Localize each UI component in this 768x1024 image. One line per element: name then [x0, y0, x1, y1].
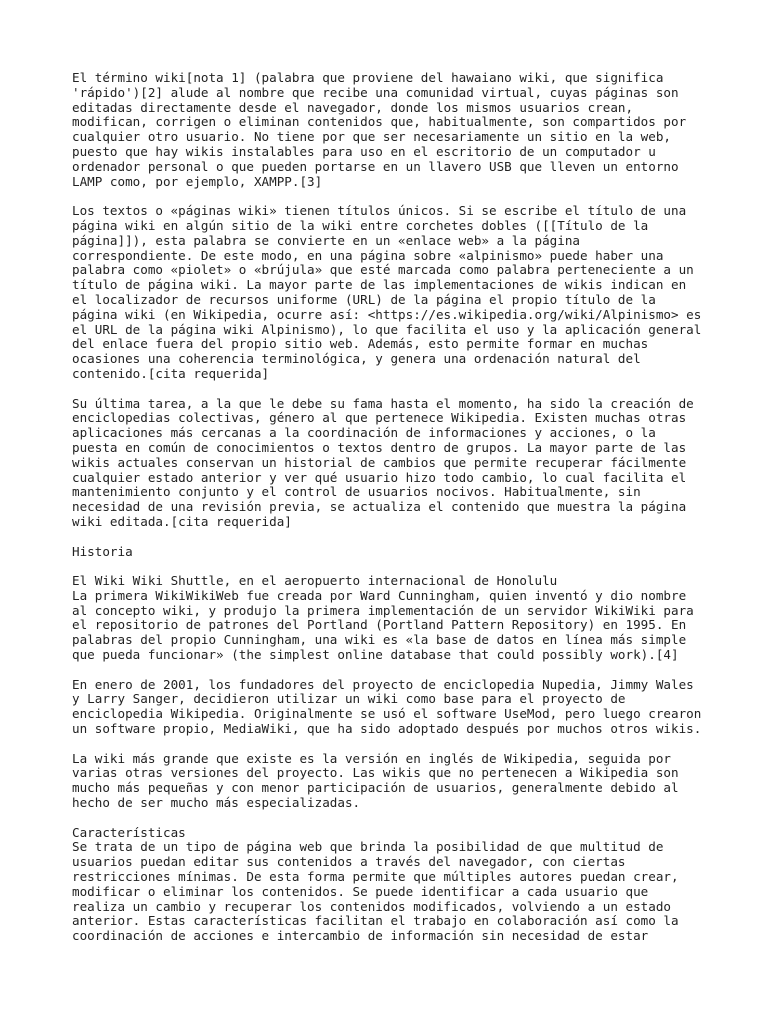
document-page	[72, 71, 712, 944]
paragraph-gap	[72, 382, 712, 397]
text-line: ordenador personal o que pueden portarse en un llavero USB que lleven un entorno	[72, 159, 679, 174]
text-line: palabra como «piolet» o «brújula» que esté marcada como palabra perteneciente a un	[72, 263, 694, 278]
text-line: restricciones mínimas. De esta forma permite que múltiples autores puedan crear,	[72, 870, 679, 885]
paragraph	[72, 752, 712, 811]
section-heading	[72, 545, 712, 560]
paragraph-gap	[72, 530, 712, 545]
text-line: cualquier otro usuario. No tiene por que ser necesariamente un sitio en la web,	[72, 130, 671, 145]
paragraph-gap	[72, 559, 712, 574]
text-line: puesta en común de conocimientos o textos dentro de grupos. La mayor parte de las	[72, 440, 687, 455]
paragraph-gap	[72, 663, 712, 678]
text-line: varias otras versiones del proyecto. Las wikis que no pertenecen a Wikipedia son	[72, 766, 679, 781]
text-line: página wiki en algún sitio de la wiki entre corchetes dobles ([[Título de la	[72, 218, 649, 233]
text-line: coordinación de acciones e intercambio de información sin necesidad de estar	[72, 929, 649, 944]
text-line: Los textos o «páginas wiki» tienen títulos únicos. Si se escribe el título de una	[72, 204, 687, 219]
text-line: La primera WikiWikiWeb fue creada por Ward Cunningham, quien inventó y dio nombre	[72, 588, 687, 603]
text-line: modifican, corrigen o eliminan contenidos que, habitualmente, son compartidos por	[72, 115, 687, 130]
text-line: En enero de 2001, los fundadores del proyecto de enciclopedia Nupedia, Jimmy Wales	[72, 677, 694, 692]
paragraph-gap	[72, 189, 712, 204]
paragraph	[72, 397, 712, 530]
text-line: modificar o eliminar los contenidos. Se puede identificar a cada usuario que	[72, 884, 649, 899]
paragraph	[72, 826, 712, 944]
heading-text: Historia	[72, 544, 133, 559]
paragraph	[72, 574, 712, 663]
text-line: contenido.[cita requerida]	[72, 366, 270, 381]
text-line: palabras del propio Cunningham, una wiki es «la base de datos en línea más simple	[72, 633, 687, 648]
text-line: LAMP como, por ejemplo, XAMPP.[3]	[72, 174, 323, 189]
text-line: correspondiente. De este modo, en una página sobre «alpinismo» puede haber una	[72, 248, 664, 263]
text-line: que pueda funcionar» (the simplest online database that could possibly work).[4]	[72, 648, 679, 663]
text-line: un software propio, MediaWiki, que ha sido adoptado después por muchos otros wikis.	[72, 722, 702, 737]
text-line: título de página wiki. La mayor parte de las implementaciones de wikis indican en	[72, 278, 687, 293]
paragraph-gap	[72, 737, 712, 752]
paragraph	[72, 678, 712, 737]
text-line: El Wiki Wiki Shuttle, en el aeropuerto internacional de Honolulu	[72, 574, 558, 589]
text-line: anterior. Estas características facilitan el trabajo en colaboración así como la	[72, 914, 679, 929]
text-line: puesto que hay wikis instalables para uso en el escritorio de un computador u	[72, 144, 656, 159]
text-line: La wiki más grande que existe es la versión en inglés de Wikipedia, seguida por	[72, 751, 671, 766]
text-line: cualquier estado anterior y ver qué usuario hizo todo cambio, lo cual facilita el	[72, 470, 687, 485]
text-line: mucho más pequeñas y con menor participación de usuarios, generalmente debido al	[72, 781, 679, 796]
text-line: aplicaciones más cercanas a la coordinación de informaciones y acciones, o la	[72, 426, 656, 441]
text-line: el localizador de recursos uniforme (URL) de la página el propio título de la	[72, 292, 656, 307]
text-line: mantenimiento conjunto y el control de usuarios nocivos. Habitualmente, sin	[72, 485, 641, 500]
text-line: página wiki (en Wikipedia, ocurre así: <https://es.wikipedia.org/wiki/Alpinismo> es	[72, 307, 702, 322]
text-line: Se trata de un tipo de página web que brinda la posibilidad de que multitud de	[72, 840, 664, 855]
text-line: enciclopedias colectivas, género al que pertenece Wikipedia. Existen muchas otras	[72, 411, 687, 426]
text-line: y Larry Sanger, decidieron utilizar un wiki como base para el proyecto de	[72, 692, 626, 707]
text-line: del enlace fuera del propio sitio web. Además, esto permite formar en muchas	[72, 337, 649, 352]
text-line: realiza un cambio y recuperar los contenidos modificados, volviendo a un estado	[72, 899, 671, 914]
text-line: El término wiki[nota 1] (palabra que proviene del hawaiano wiki, que significa	[72, 71, 664, 85]
text-line: Su última tarea, a la que le debe su fama hasta el momento, ha sido la creación de	[72, 396, 694, 411]
paragraph-gap	[72, 811, 712, 826]
text-line: necesidad de una revisión previa, se actualiza el contenido que muestra la página	[72, 500, 687, 515]
text-line: ocasiones una coherencia terminológica, y genera una ordenación natural del	[72, 352, 641, 367]
paragraph	[72, 71, 712, 189]
text-line: wiki editada.[cita requerida]	[72, 514, 292, 529]
text-line: página]]), esta palabra se convierte en un «enlace web» a la página	[72, 233, 580, 248]
text-line: al concepto wiki, y produjo la primera implementación de un servidor WikiWiki para	[72, 603, 694, 618]
text-line: enciclopedia Wikipedia. Originalmente se usó el software UseMod, pero luego crearon	[72, 707, 702, 722]
text-line: el URL de la página wiki Alpinismo), lo que facilita el uso y la aplicación general	[72, 322, 702, 337]
text-line: hecho de ser mucho más especializadas.	[72, 796, 361, 811]
text-line: editadas directamente desde el navegador, donde los mismos usuarios crean,	[72, 100, 634, 115]
text-line: wikis actuales conservan un historial de cambios que permite recuperar fácilmente	[72, 455, 687, 470]
paragraph	[72, 204, 712, 382]
text-line: el repositorio de patrones del Portland (Portland Pattern Repository) en 1995. En	[72, 618, 687, 633]
text-line: Características	[72, 825, 186, 840]
text-line: 'rápido')[2] alude al nombre que recibe una comunidad virtual, cuyas páginas son	[72, 85, 679, 100]
text-line: usuarios puedan editar sus contenidos a través del navegador, con ciertas	[72, 855, 626, 870]
